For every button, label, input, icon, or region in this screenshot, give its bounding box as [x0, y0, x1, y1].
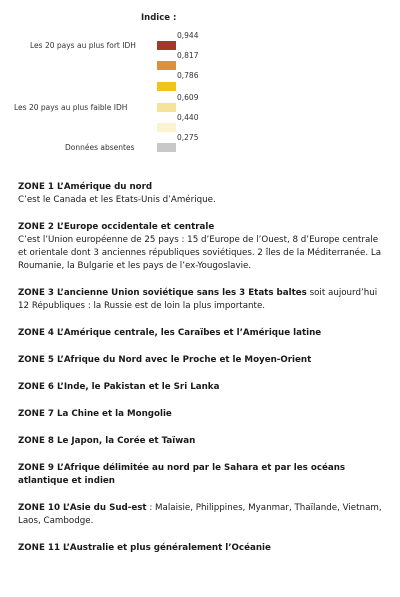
zone-item — [18, 287, 388, 313]
zone-title: ZONE 11 L’Australie et plus généralement l’Océanie — [18, 543, 271, 553]
zone-item — [18, 327, 388, 340]
zone-title: ZONE 7 La Chine et la Mongolie — [18, 409, 172, 419]
zone-item — [18, 408, 388, 421]
zone-item — [18, 435, 388, 448]
legend-value: 0,944 — [177, 31, 199, 40]
legend-value: 0,275 — [177, 133, 199, 142]
legend-swatch-upper-mid — [157, 61, 176, 70]
legend-value: 0,817 — [177, 51, 199, 60]
legend-swatch-high — [157, 41, 176, 50]
legend-label-missing-data: Données absentes — [65, 143, 135, 152]
zone-item — [18, 221, 388, 273]
zone-inline-text: : Malaisie, Philippines, Myanmar, Thaïlande, Vietnam, Laos, Cambodge. — [18, 503, 382, 526]
zone-title: ZONE 4 L’Amérique centrale, les Caraïbes et l’Amérique latine — [18, 328, 322, 338]
legend-value: 0,609 — [177, 93, 199, 102]
zone-item — [18, 502, 388, 528]
legend-value: 0,440 — [177, 113, 199, 122]
legend-swatch-mid — [157, 82, 176, 91]
zone-title: ZONE 6 L’Inde, le Pakistan et le Sri Lanka — [18, 382, 220, 392]
zone-list — [18, 181, 388, 569]
zone-item — [18, 542, 388, 555]
legend-swatch-missing — [157, 143, 176, 152]
legend-title: Indice : — [141, 13, 177, 23]
zone-item — [18, 381, 388, 394]
zone-title: ZONE 8 Le Japon, la Corée et Taïwan — [18, 436, 196, 446]
zone-item — [18, 181, 388, 207]
zone-title: ZONE 2 L’Europe occidentale et centrale — [18, 222, 215, 232]
legend-swatch-lower-mid — [157, 103, 176, 112]
zone-description: C’est l’Union européenne de 25 pays : 15 d’Europe de l’Ouest, 8 d’Europe centrale et orientale dont 3 anciennes républiques soviétiques. 2 îles de la Méditerranée. La Roumanie, la Bulgarie et les pays de l’ex-Yougoslavie. — [18, 235, 382, 271]
zone-title: ZONE 9 L’Afrique délimitée au nord par le Sahara et par les océans atlantique et indien — [18, 463, 346, 486]
legend-label-top-countries: Les 20 pays au plus fort IDH — [30, 41, 136, 50]
zone-inline-text: soit aujourd’hui 12 Républiques : la Russie est de loin la plus importante. — [18, 288, 378, 311]
zone-item — [18, 354, 388, 367]
zone-title: ZONE 1 L’Amérique du nord — [18, 182, 153, 192]
zone-title: ZONE 10 L’Asie du Sud-est — [18, 503, 147, 513]
idh-legend — [0, 0, 400, 170]
legend-swatch-low — [157, 123, 176, 132]
zone-item — [18, 462, 388, 488]
zone-title: ZONE 5 L’Afrique du Nord avec le Proche et le Moyen-Orient — [18, 355, 312, 365]
legend-label-bottom-countries: Les 20 pays au plus faible IDH — [14, 103, 128, 112]
zone-title: ZONE 3 L’ancienne Union soviétique sans les 3 Etats baltes — [18, 288, 307, 298]
legend-value: 0,786 — [177, 71, 199, 80]
zone-description: C’est le Canada et les Etats-Unis d’Amérique. — [18, 195, 216, 205]
